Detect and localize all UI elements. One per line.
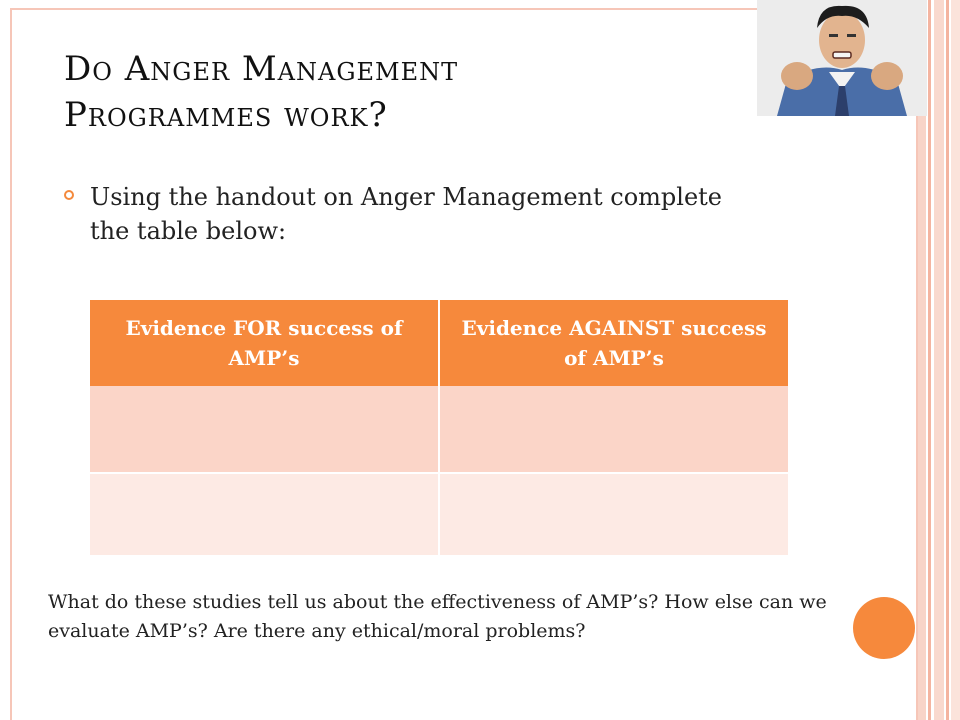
table-cell[interactable] bbox=[439, 386, 788, 473]
table-cell[interactable] bbox=[439, 473, 788, 555]
header-evidence-for: Evidence FOR success of AMP’s bbox=[90, 300, 439, 386]
table-cell[interactable] bbox=[90, 386, 439, 473]
orange-circle-decoration bbox=[853, 597, 915, 659]
evidence-table bbox=[90, 300, 788, 555]
title-line-1: Do Anger Management bbox=[64, 49, 459, 89]
bullet-text: Using the handout on Anger Management complete the table below: bbox=[90, 183, 723, 245]
table-cell[interactable] bbox=[90, 473, 439, 555]
circle-outline-bullet-icon bbox=[64, 190, 74, 200]
angry-man-photo bbox=[757, 0, 927, 116]
slide-title bbox=[64, 46, 744, 138]
title-line-2: Programmes work? bbox=[64, 95, 388, 135]
table-row bbox=[90, 473, 788, 555]
discussion-questions: What do these studies tell us about the effectiveness of AMP’s? How else can we evaluate AMP’s? Are there any ethical/moral problems? bbox=[48, 591, 827, 642]
table-row bbox=[90, 386, 788, 473]
table-header-row bbox=[90, 300, 788, 386]
header-evidence-against: Evidence AGAINST success of AMP’s bbox=[439, 300, 788, 386]
bullet-item bbox=[60, 180, 740, 248]
